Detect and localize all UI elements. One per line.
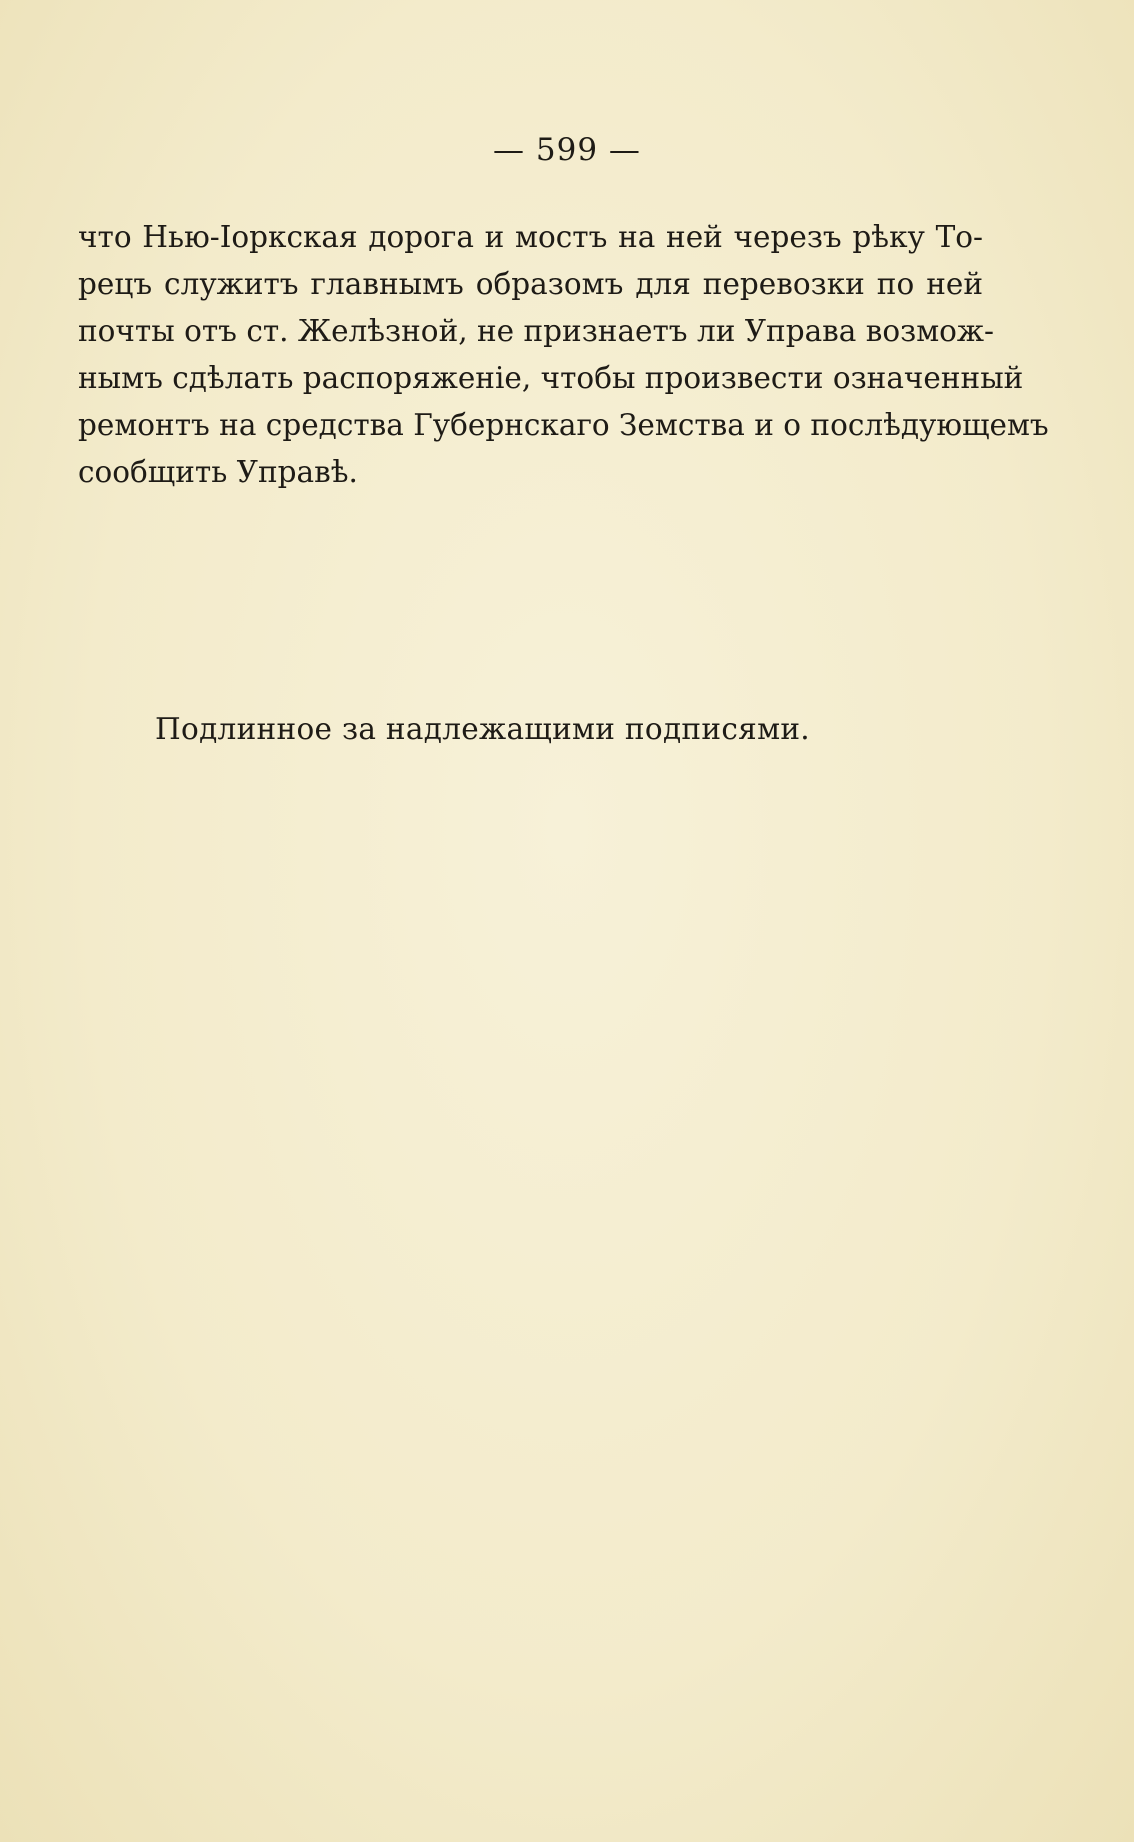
body-line: что Нью-Іоркская дорога и мостъ на ней черезъ рѣку То-	[78, 220, 983, 254]
body-line: нымъ сдѣлать распоряженіе, чтобы произвести означенный	[78, 361, 1024, 395]
body-paragraph	[78, 214, 1049, 496]
signature-note: Подлинное за надлежащими подписями.	[155, 712, 810, 746]
body-line: почты отъ ст. Желѣзной, не признаетъ ли Управа возмож-	[78, 314, 995, 348]
body-line: рецъ служитъ главнымъ образомъ для перевозки по ней	[78, 267, 983, 301]
body-line: ремонтъ на средства Губернскаго Земства и о послѣдующемъ	[78, 408, 1049, 442]
body-line: сообщить Управѣ.	[78, 455, 358, 489]
page-number: — 599 —	[493, 132, 641, 168]
